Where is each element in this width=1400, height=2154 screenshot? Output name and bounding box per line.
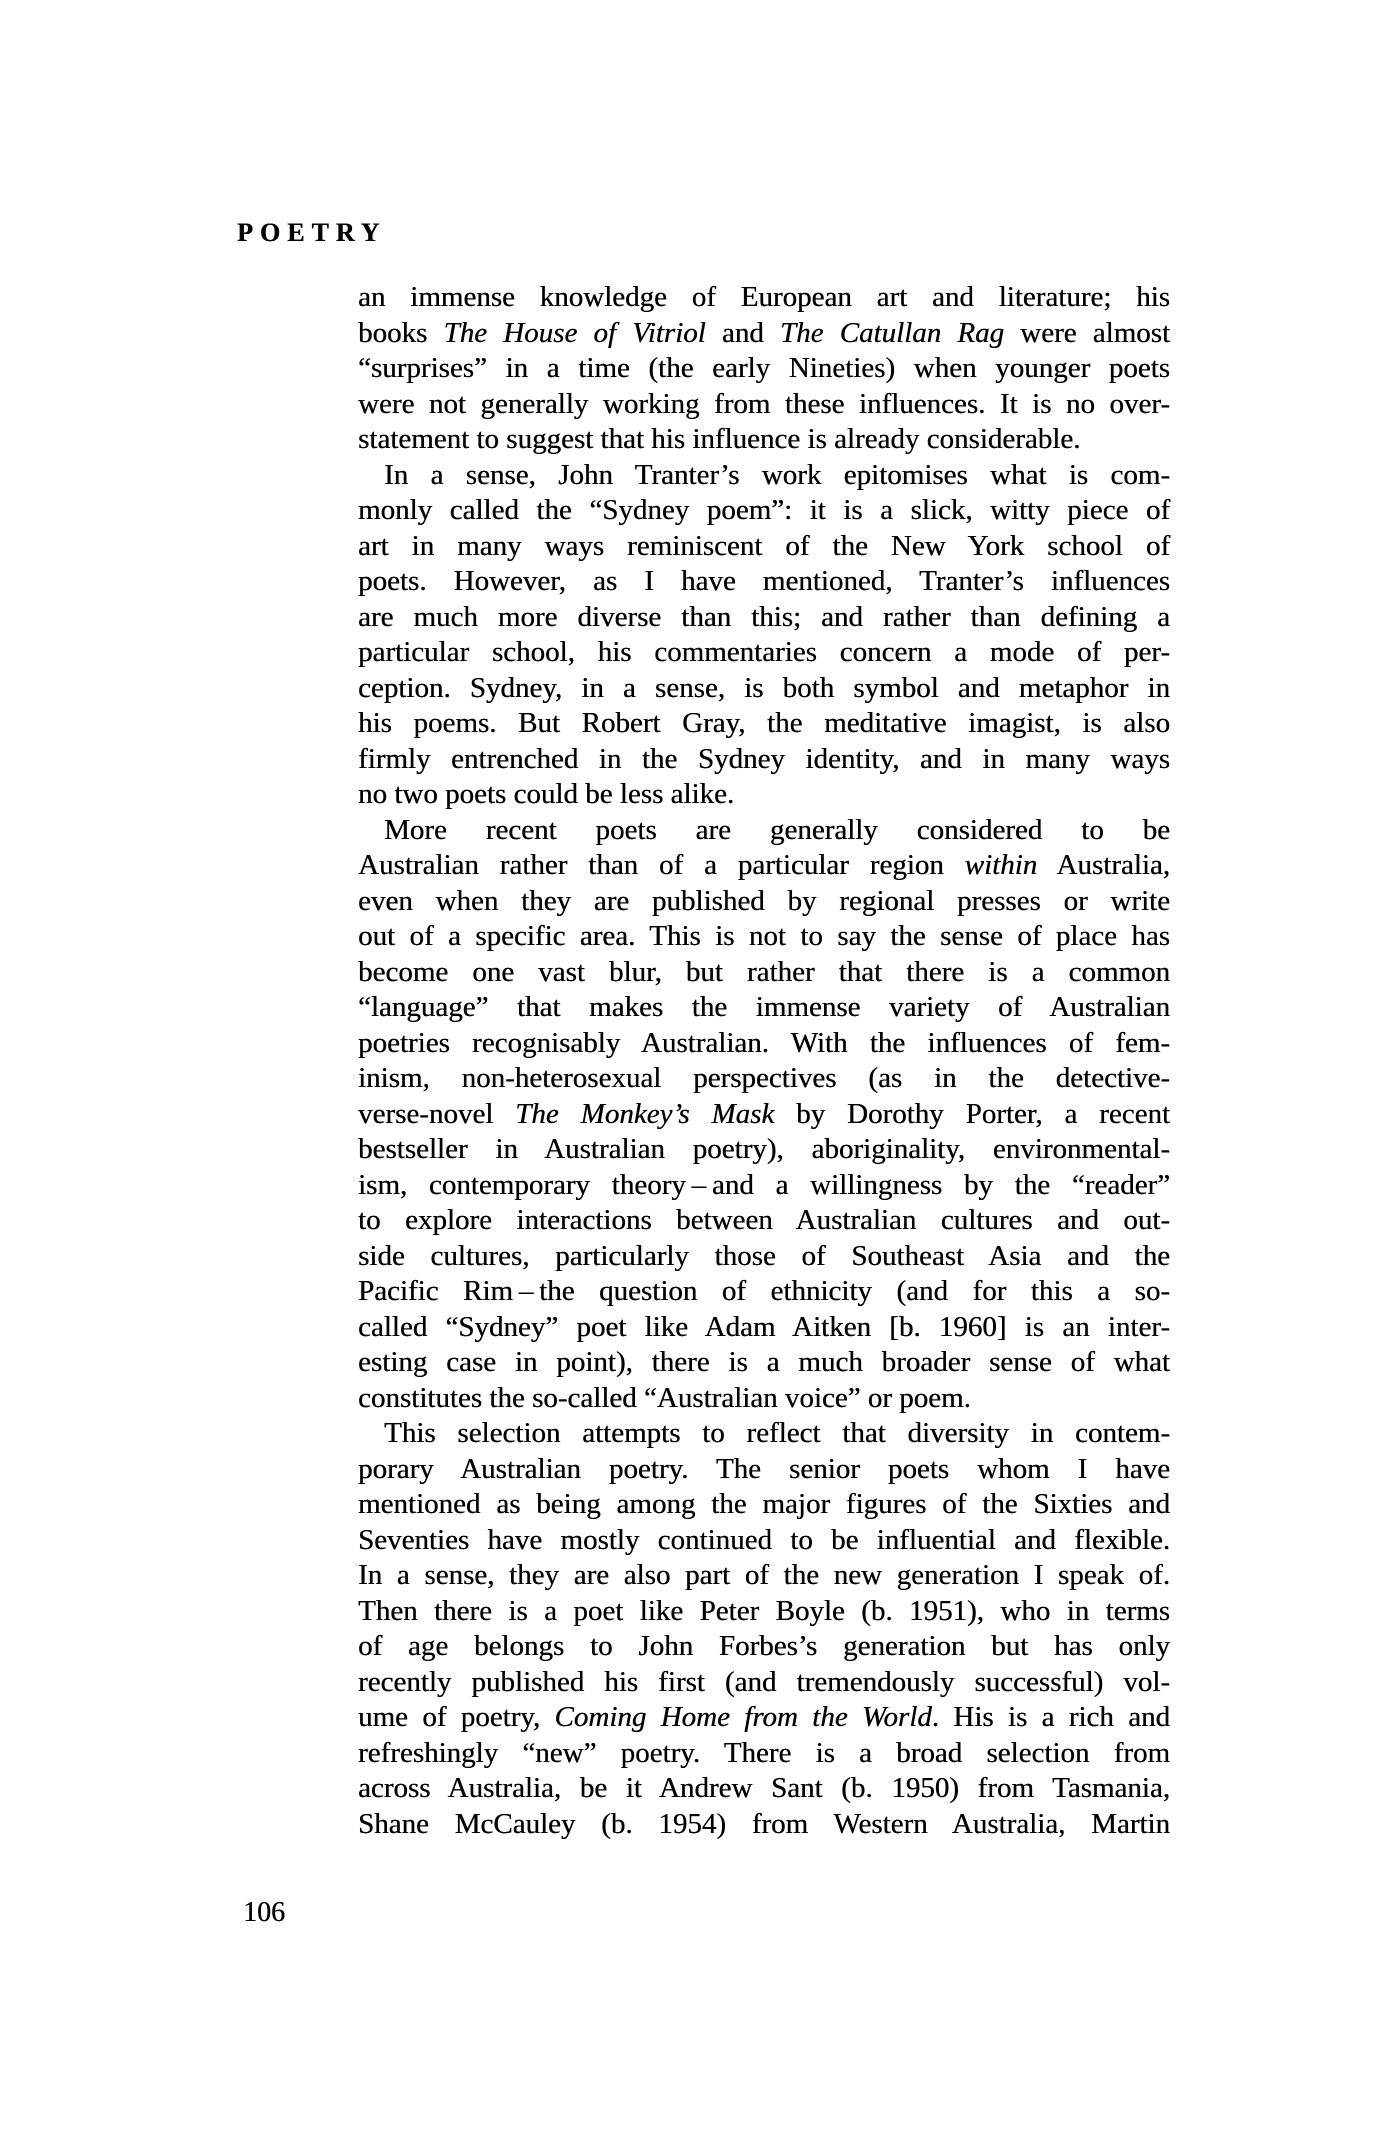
text-line: monly called the “Sydney poem”: it is a slick, witty piece of (358, 494, 1170, 526)
text-line: Pacific Rim – the question of ethnicity (and for this a so- (358, 1275, 1170, 1307)
text-line: In a sense, they are also part of the new generation I speak of. (358, 1559, 1170, 1591)
text-line: out of a specific area. This is not to say the sense of place has (358, 920, 1170, 952)
text-line: mentioned as being among the major figures of the Sixties and (358, 1488, 1170, 1520)
text-block (358, 280, 1170, 1842)
text-line: poets. However, as I have mentioned, Tranter’s influences (358, 565, 1170, 597)
text-line: called “Sydney” poet like Adam Aitken [b. 1960] is an inter- (358, 1310, 1170, 1343)
text-line: poetries recognisably Australian. With the influences of fem- (358, 1026, 1170, 1059)
text-line: ception. Sydney, in a sense, is both symbol and metaphor in (358, 671, 1170, 704)
text-line: ume of poetry, Coming Home from the World. His is a rich and (358, 1701, 1170, 1733)
text-line: Shane McCauley (b. 1954) from Western Australia, Martin (358, 1807, 1170, 1840)
text-line: firmly entrenched in the Sydney identity, and in many ways (358, 742, 1170, 775)
text-line: side cultures, particularly those of Southeast Asia and the (358, 1239, 1170, 1272)
italic-title: The Catullan Rag (779, 316, 1005, 349)
text-line: particular school, his commentaries concern a mode of per- (358, 636, 1170, 668)
text-line: an immense knowledge of European art and literature; his (358, 281, 1170, 313)
text-line: constitutes the so-called “Australian voice” or poem. (358, 1381, 971, 1414)
text-line: art in many ways reminiscent of the New York school of (358, 529, 1170, 562)
italic-title: The Monkey’s Mask (515, 1097, 775, 1130)
text-line: become one vast blur, but rather that there is a common (358, 955, 1170, 988)
text-line: More recent poets are generally considered to be (384, 813, 1170, 846)
italic-title: Coming Home from the World (554, 1701, 932, 1733)
text-line: statement to suggest that his influence is already considerable. (358, 423, 1081, 455)
text-line: ism, contemporary theory – and a willingness by the “reader” (358, 1168, 1170, 1201)
paragraph (358, 1416, 1170, 1842)
text-line: Then there is a poet like Peter Boyle (b. 1951), who in terms (358, 1594, 1170, 1627)
running-header: POETRY (237, 218, 387, 247)
text-line: no two poets could be less alike. (358, 778, 735, 810)
italic-title: The House of Vitriol (443, 316, 706, 349)
text-line: In a sense, John Tranter’s work epitomises what is com- (384, 458, 1170, 491)
text-line: refreshingly “new” poetry. There is a broad selection from (358, 1736, 1170, 1769)
text-line: across Australia, be it Andrew Sant (b. 1950) from Tasmania, (358, 1772, 1170, 1804)
text-line: were not generally working from these influences. It is no over- (358, 387, 1170, 420)
text-line: “surprises” in a time (the early Nineties) when younger poets (358, 352, 1170, 384)
text-line: This selection attempts to reflect that diversity in contem- (384, 1417, 1170, 1449)
page-number: 106 (243, 1897, 285, 1928)
paragraph (358, 280, 1170, 458)
text-line: are much more diverse than this; and rather than defining a (358, 600, 1170, 633)
text-line: even when they are published by regional presses or write (358, 884, 1170, 917)
paragraph (358, 813, 1170, 1417)
text-line: recently published his first (and tremendously successful) vol- (358, 1665, 1170, 1698)
text-line: of age belongs to John Forbes’s generation but has only (358, 1630, 1170, 1662)
paragraph (358, 458, 1170, 813)
text-line: his poems. But Robert Gray, the meditative imagist, is also (358, 707, 1170, 739)
text-line: Australian rather than of a particular region within Australia, (358, 849, 1171, 881)
text-line: verse-novel The Monkey’s Mask by Dorothy Porter, a recent (358, 1097, 1171, 1130)
text-line: books The House of Vitriol and The Catullan Rag were almost (358, 316, 1171, 349)
text-line: porary Australian poetry. The senior poets whom I have (358, 1452, 1170, 1485)
text-line: “language” that makes the immense variety of Australian (358, 991, 1170, 1023)
text-line: esting case in point), there is a much broader sense of what (358, 1346, 1170, 1378)
text-line: inism, non-heterosexual perspectives (as in the detective- (358, 1062, 1170, 1094)
italic-title: within (964, 849, 1038, 881)
text-line: to explore interactions between Australian cultures and out- (358, 1204, 1170, 1236)
text-line: Seventies have mostly continued to be influential and flexible. (358, 1523, 1170, 1556)
text-line: bestseller in Australian poetry), aboriginality, environmental- (358, 1133, 1170, 1165)
